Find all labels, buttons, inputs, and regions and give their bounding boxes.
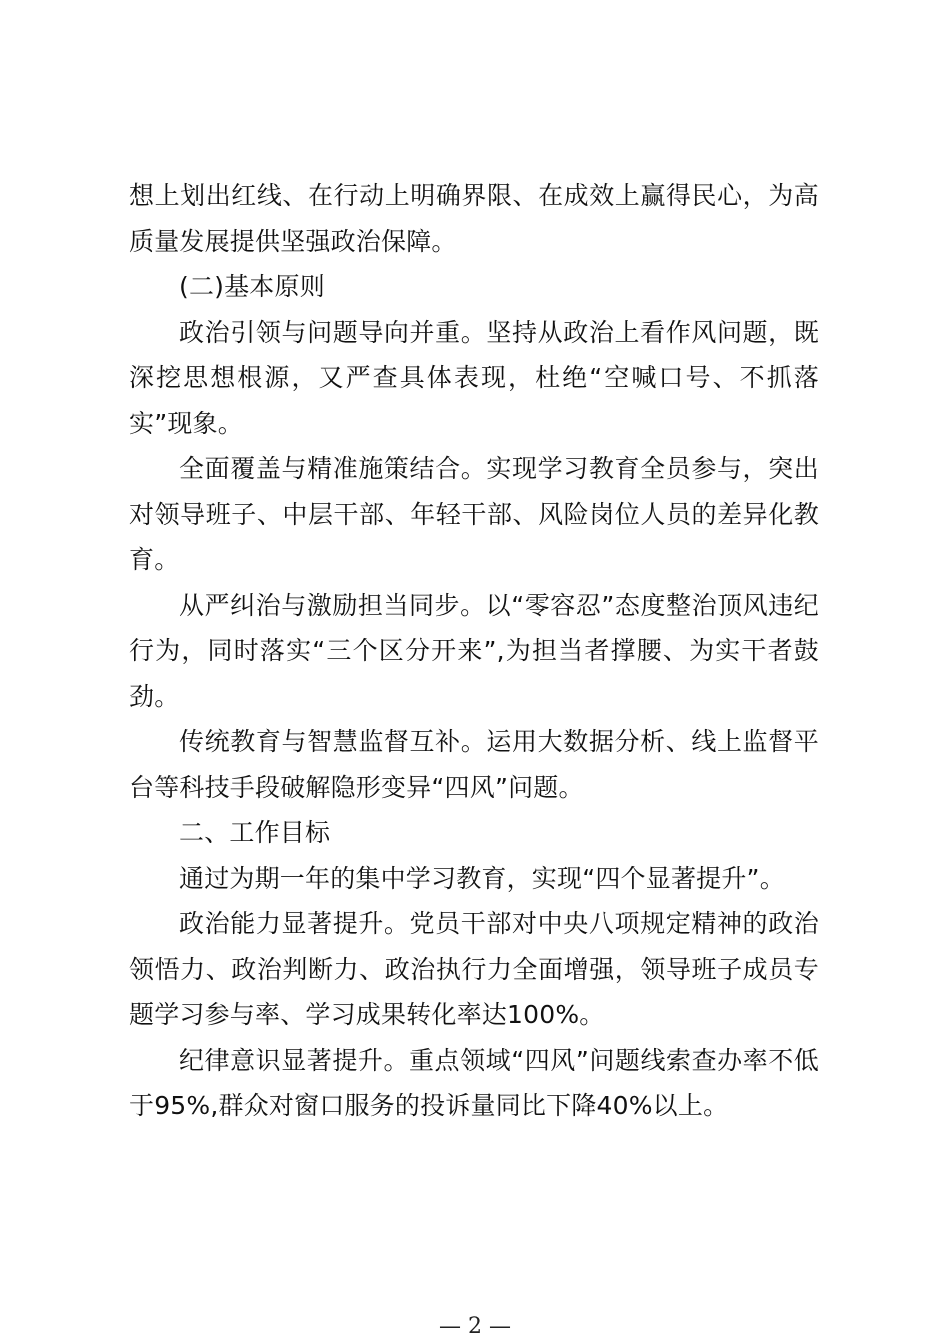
paragraph-discipline-awareness: 纪律意识显著提升。重点领域“四风”问题线索查办率不低于95%,群众对窗口服务的投诉量同比下降40%以上。	[129, 1045, 819, 1120]
section-heading-work-goals: 二、工作目标	[179, 818, 331, 847]
paragraph-political-leadership: 政治引领与问题导向并重。坚持从政治上看作风问题，既深挖思想根源，又严查具体表现，杜绝“空喊口号、不抓落实”现象。	[129, 317, 819, 438]
paragraph-four-improvements: 通过为期一年的集中学习教育，实现“四个显著提升”。	[179, 863, 785, 893]
paragraph-continuation: 想上划出红线、在行动上明确界限、在成效上赢得民心，为高质量发展提供坚强政治保障。	[129, 181, 819, 256]
paragraph-strict-discipline: 从严纠治与激励担当同步。以“零容忍”态度整治顶风违纪行为，同时落实“三个区分开来”,为担当者撑腰、为实干者鼓劲。	[129, 590, 819, 711]
paragraph-full-coverage: 全面覆盖与精准施策结合。实现学习教育全员参与，突出对领导班子、中层干部、年轻干部、风险岗位人员的差异化教育。	[129, 454, 819, 574]
paragraph-smart-supervision: 传统教育与智慧监督互补。运用大数据分析、线上监督平台等科技手段破解隐形变异“四风”问题。	[129, 727, 819, 802]
section-heading-basic-principles: (二)基本原则	[179, 272, 325, 301]
paragraph-political-ability: 政治能力显著提升。党员干部对中央八项规定精神的政治领悟力、政治判断力、政治执行力全面增强，领导班子成员专题学习参与率、学习成果转化率达100%。	[129, 909, 819, 1029]
page-number: — 2 —	[439, 1314, 511, 1339]
document-body	[129, 173, 819, 1129]
